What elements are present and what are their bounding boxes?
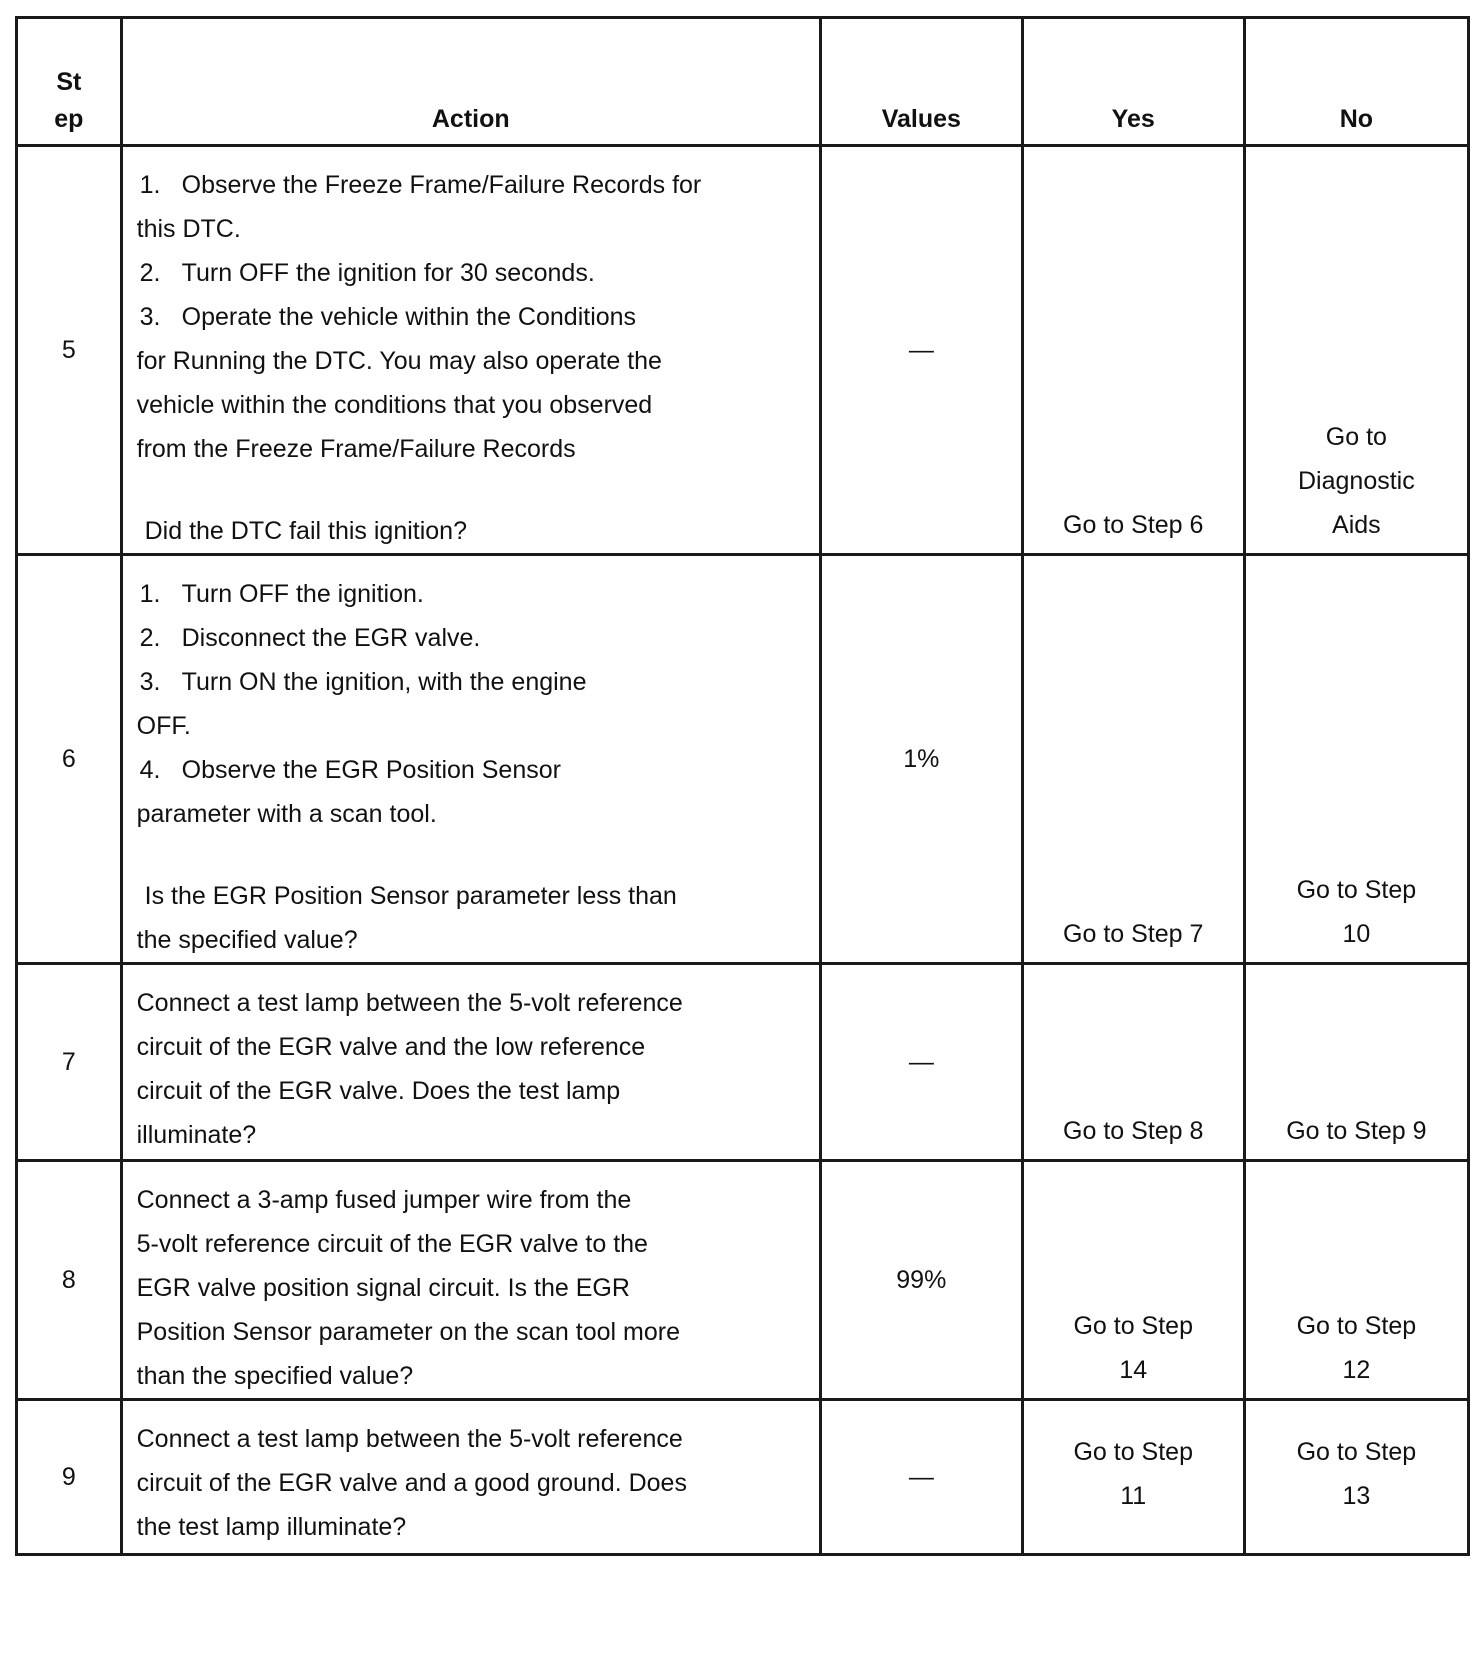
yes-link[interactable]: Go to Step 14: [1073, 1312, 1193, 1384]
table-row-step-6: [17, 555, 1469, 964]
header-no: No: [1244, 18, 1468, 146]
step-number: 7: [17, 964, 122, 1161]
yes-cell: [1022, 964, 1244, 1161]
action-cell: 1. Observe the Freeze Frame/Failure Records for this DTC. 2. Turn OFF the ignition for 30 seconds. 3. Operate the vehicle within the Conditions for Running the DTC. You may also operate the vehicle within the conditions that you observed from the Freeze Frame/Failure Records Did the DTC fail this ignition?: [121, 146, 820, 555]
header-values: Values: [820, 18, 1022, 146]
yes-link[interactable]: Go to Step 8: [1063, 1117, 1204, 1145]
action-cell: 1. Turn OFF the ignition. 2. Disconnect the EGR valve. 3. Turn ON the ignition, with the engine OFF. 4. Observe the EGR Position Sensor parameter with a scan tool. Is the EGR Position Sensor parameter less than the specified value?: [121, 555, 820, 964]
header-step: St ep: [17, 18, 122, 146]
values-cell: —: [820, 964, 1022, 1161]
step-number: 5: [17, 146, 122, 555]
yes-cell: [1022, 555, 1244, 964]
step-number: 6: [17, 555, 122, 964]
yes-link[interactable]: Go to Step 11: [1073, 1438, 1193, 1510]
values-cell: 99%: [820, 1161, 1022, 1400]
values-cell: 1%: [820, 555, 1022, 964]
step-number: 8: [17, 1161, 122, 1400]
header-yes: Yes: [1022, 18, 1244, 146]
no-cell: [1244, 964, 1468, 1161]
diagnostic-table: [15, 16, 1470, 1556]
header-action: Action: [121, 18, 820, 146]
no-link[interactable]: Go to Step 10: [1296, 876, 1417, 948]
values-cell: —: [820, 1400, 1022, 1555]
table-row-step-7: [17, 964, 1469, 1161]
no-link[interactable]: Go to Diagnostic Aids: [1298, 423, 1415, 539]
no-cell: [1244, 1400, 1468, 1555]
table-row-step-9: [17, 1400, 1469, 1555]
action-cell: Connect a test lamp between the 5-volt reference circuit of the EGR valve and a good ground. Does the test lamp illuminate?: [121, 1400, 820, 1555]
no-link[interactable]: Go to Step 12: [1296, 1312, 1417, 1384]
table-row-step-8: [17, 1161, 1469, 1400]
yes-cell: [1022, 146, 1244, 555]
table-header-row: [17, 18, 1469, 146]
yes-cell: [1022, 1161, 1244, 1400]
action-cell: Connect a test lamp between the 5-volt reference circuit of the EGR valve and the low reference circuit of the EGR valve. Does the test lamp illuminate?: [121, 964, 820, 1161]
action-cell: Connect a 3-amp fused jumper wire from the 5-volt reference circuit of the EGR valve to the EGR valve position signal circuit. Is the EGR Position Sensor parameter on the scan tool more than the specified value?: [121, 1161, 820, 1400]
yes-link[interactable]: Go to Step 7: [1063, 920, 1204, 948]
no-cell: [1244, 146, 1468, 555]
question-text: Did the DTC fail this ignition?: [144, 517, 467, 545]
table-row-step-5: [17, 146, 1469, 555]
no-cell: [1244, 1161, 1468, 1400]
step-number: 9: [17, 1400, 122, 1555]
no-link[interactable]: Go to Step 13: [1296, 1438, 1417, 1510]
values-cell: —: [820, 146, 1022, 555]
yes-link[interactable]: Go to Step 6: [1063, 511, 1204, 539]
yes-cell: [1022, 1400, 1244, 1555]
no-cell: [1244, 555, 1468, 964]
no-link[interactable]: Go to Step 9: [1286, 1117, 1427, 1145]
